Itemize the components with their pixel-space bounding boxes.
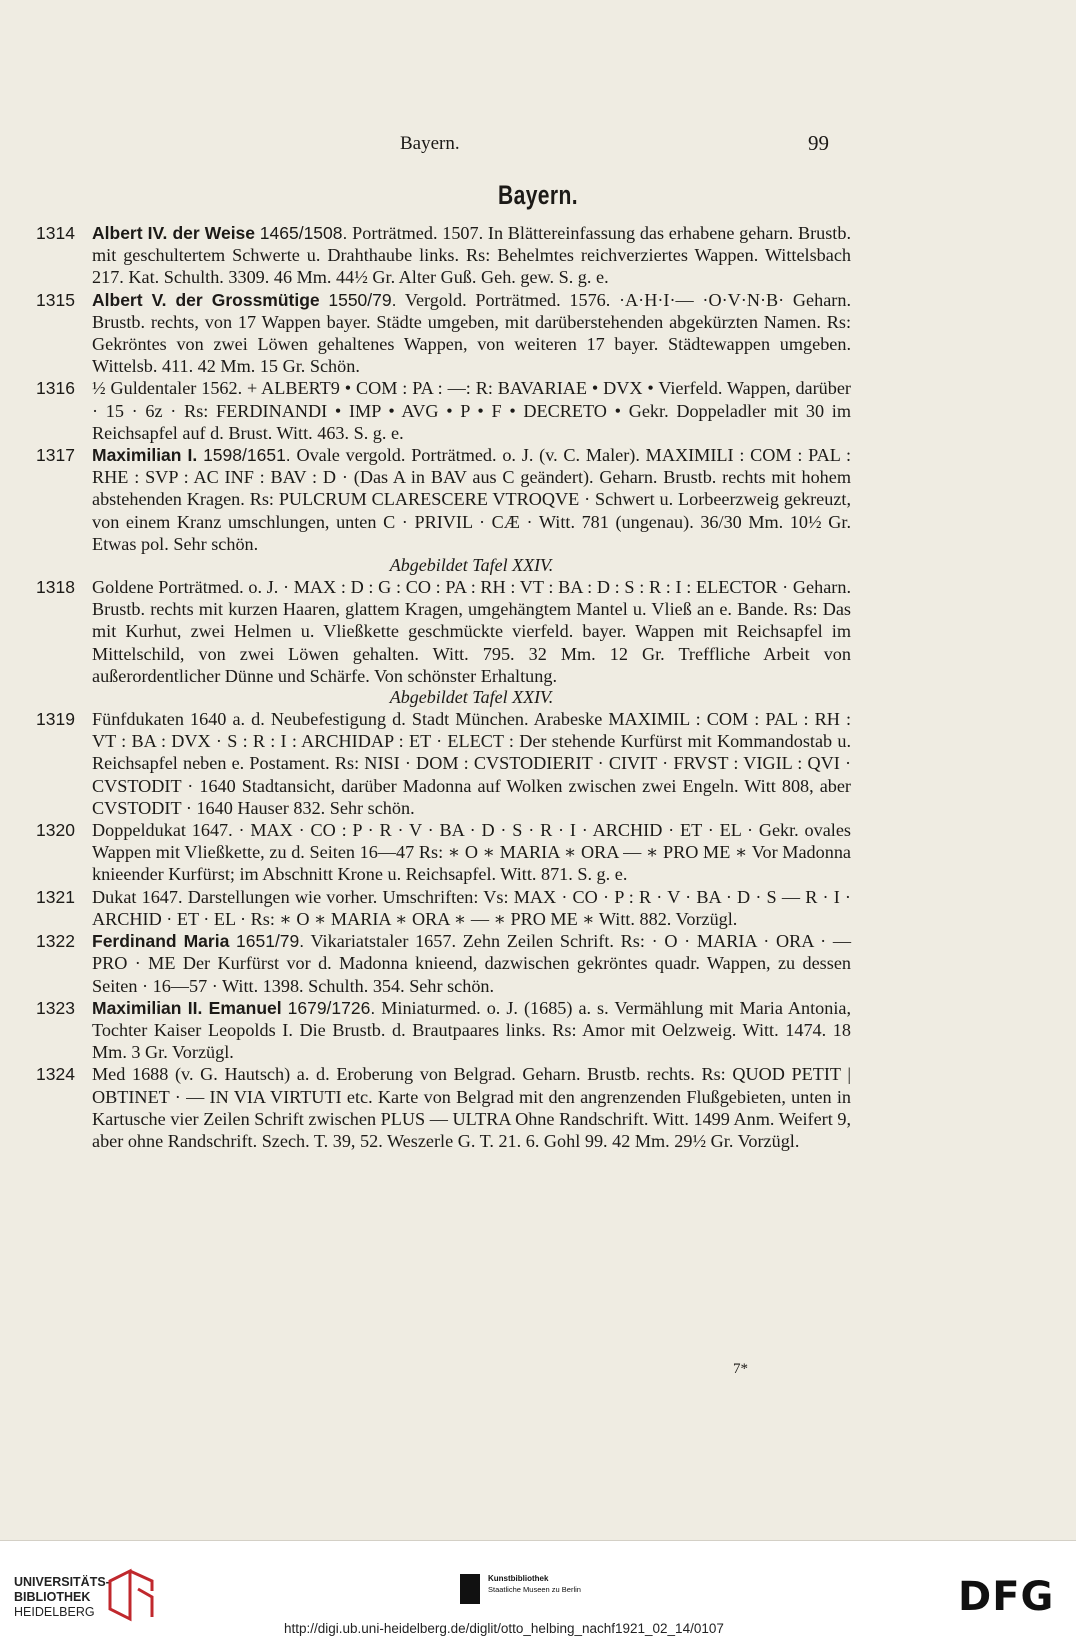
reign-dates: 1465/1508.: [259, 223, 348, 243]
footer-bar: [0, 1540, 1076, 1639]
kunstbibliothek-mark-icon: [460, 1574, 480, 1604]
ub-heidelberg-logo[interactable]: [14, 1575, 110, 1620]
running-title: Bayern.: [400, 133, 460, 154]
lot-number: 1315: [36, 289, 75, 310]
dfg-logo[interactable]: DFG: [958, 1574, 1055, 1620]
ub-logo-line: BIBLIOTHEK: [14, 1590, 91, 1604]
description: Dukat 1647. Darstellungen wie vorher. Umschriften: Vs: MAX · CO · P : R · V · BA · D · S — R · I · ARCHID · ET · EL · Rs: ∗ O ∗ MARIA ∗ ORA ∗ — ∗ PRO ME ∗ Witt. 882. Vorzügl.: [92, 886, 851, 929]
catalog-entry: [36, 997, 851, 1064]
catalog-entry: [36, 886, 851, 930]
description: Porträtmed. 1507. In Blättereinfassung das erhabene geharn. Brustb. mit geschultertem Schwerte u. Drahthaube links. Rs: Behelmtes reichverziertes Wappen. Wittelsbach 217. Kat. Schulth. 3309. 46 Mm. 44½ Gr. Alter Guß. Geh. gew. S. g. e.: [92, 223, 852, 288]
page-signature: 7*: [733, 1361, 748, 1377]
ruler-name: Albert V. der Grossmütige: [92, 289, 320, 310]
ruler-name: Maximilian II. Emanuel: [92, 997, 282, 1018]
lot-number: 1324: [36, 1064, 75, 1085]
catalog-entry: [36, 289, 851, 378]
entry-text: [92, 444, 851, 555]
ruler-name: Maximilian I.: [92, 445, 198, 466]
plate-reference: Abgebildet Tafel XXIV.: [389, 687, 554, 708]
ub-logo-line: UNIVERSITÄTS-: [14, 1575, 110, 1589]
lot-number: 1321: [36, 886, 75, 907]
catalog-entry: [36, 222, 851, 289]
lot-number: 1314: [36, 223, 75, 243]
entry-text: [92, 222, 851, 289]
description: Med 1688 (v. G. Hautsch) a. d. Eroberung von Belgrad. Geharn. Brustb. rechts. Rs: QUOD PETIT | OBTINET · — IN VIA VIRTUTI etc. Karte von Belgrad mit den angrenzenden Flußgebieten, unten in Kartusche vier Zeilen Schrift zwischen PLUS — ULTRA Ohne Randschrift. Witt. 1499 Anm. Weifert 9, aber ohne Randschrift. Szech. T. 39, 52. Weszerle G. T. 21. 6. Gohl 99. 42 Mm. 29½ Gr. Vorzügl.: [92, 1064, 851, 1151]
reign-dates: 1679/1726.: [287, 997, 376, 1018]
lot-number: 1318: [36, 577, 75, 598]
page-header: [0, 133, 1076, 159]
description: Vergold. Porträtmed. 1576. ·A·H·I·— ·O·V·N·B· Geharn. Brustb. rechts, von 17 Wappen bayer. Städte umgeben, mit darüberstehenden abgekürzten Namen. Rs: Gekröntes von zwei Löwen gehaltenes Wappen, von weiteren 17 bayer. Städtewappen umgeben. Wittelsb. 411. 42 Mm. 15 Gr. Schön.: [92, 289, 851, 377]
permalink-url[interactable]: http://digi.ub.uni-heidelberg.de/diglit/otto_helbing_nachf1921_02_14/0107: [284, 1621, 724, 1636]
catalog-entry: [36, 819, 851, 886]
catalog-entry: [36, 930, 851, 997]
reign-dates: 1598/1651.: [203, 445, 291, 466]
description: ½ Guldentaler 1562. + ALBERT9 • COM : PA : —: R: BAVARIAE • DVX • Vierfeld. Wappen, darüber · 15 · 6z · Rs: FERDINANDI • IMP • AVG • P • F • DECRETO • Gekr. Doppeladler mit 30 im Reichsapfel auf d. Brust. Witt. 463. S. g. e.: [92, 378, 851, 443]
lot-number: 1317: [36, 445, 75, 466]
lot-number: 1316: [36, 378, 75, 399]
catalog-entry: [36, 708, 851, 819]
page-number: 99: [808, 131, 829, 155]
entry-text: [92, 708, 851, 819]
kunstbibliothek-logo[interactable]: [460, 1571, 640, 1611]
ruler-name: Ferdinand Maria: [92, 931, 230, 952]
entry-text: [92, 576, 851, 687]
description: Fünfdukaten 1640 a. d. Neubefestigung d. Stadt München. Arabeske MAXIMIL : COM : PAL : RH : VT : BA : DVX · S : R : I : ARCHIDAP : ET · ELECT : Der stehende Kurfürst mit Kommandostab u. Reichsapfel neben e. Postament. Rs: NISI · DOM : CVSTODIERIT · CIVIT · FRVST : VIGIL : QVI · CVSTODIT · 1640 Stadtansicht, darüber Madonna auf Wolken zwischen zwei Engeln. Witt 808, aber CVSTODIT · 1640 Hauser 832. Sehr schön.: [92, 709, 851, 818]
reign-dates: 1651/79.: [236, 931, 305, 952]
catalog-entry: [36, 444, 851, 576]
entry-text: [92, 930, 851, 997]
ub-logo-line: HEIDELBERG: [14, 1605, 95, 1619]
description: Vikariatstaler 1657. Zehn Zeilen Schrift. Rs: · O · MARIA · ORA · — PRO · ME Der Kurfürst vor d. Madonna knieend, dazwischen gekröntes quadr. Wappen, zu dessen Seiten · 16—57 · Witt. 1398. Schulth. 354. Sehr schön.: [92, 931, 852, 996]
lot-number: 1322: [36, 931, 75, 952]
entry-text: [92, 377, 851, 444]
lot-number: 1320: [36, 820, 75, 841]
entry-text: [92, 289, 851, 378]
catalog-entries: [36, 222, 851, 1152]
section-title: Bayern.: [498, 180, 578, 210]
lot-number: 1319: [36, 709, 75, 730]
description: Miniaturmed. o. J. (1685) a. s. Vermählung mit Maria Antonia, Tochter Kaiser Leopolds I. Die Brustb. d. Brautpaares links. Rs: Amor mit Oelzweig. Witt. 1474. 18 Mm. 3 Gr. Vorzügl.: [92, 997, 852, 1063]
description: Doppeldukat 1647. · MAX · CO : P · R · V · BA · D · S · R · I · ARCHID · ET · EL · Gekr. ovales Wappen mit Vließkette, zu d. Seiten 16—47 Rs: ∗ O ∗ MARIA ∗ ORA — ∗ PRO ME ∗ Vor Madonna knieender Kurfürst; im Abschnitt Krone u. Reichsapfel. Witt. 871. S. g. e.: [92, 820, 851, 885]
catalog-entry: [36, 377, 851, 444]
description: Goldene Porträtmed. o. J. · MAX : D : G : CO : PA : RH : VT : BA : D : S : R : I : ELECTOR · Geharn. Brustb. rechts mit kurzen Haaren, glattem Kragen, umgehängtem Mantel u. Vließ an e. Bande. Rs: Das mit Kurhut, zwei Helmen u. Vließkette geschmückte vierfeld. bayer. Wappen mit Reichsapfel im Mittelschild, von zwei Löwen gehalten. Witt. 795. 32 Mm. 12 Gr. Treffliche Arbeit von außerordentlicher Dünne und Schärfe. Von schönster Erhaltung.: [92, 577, 851, 686]
description: Ovale vergold. Porträtmed. o. J. (v. C. Maler). MAXIMILI : COM : PAL : RHE : SVP : AC INF : BAV : D · (Das A in BAV aus C geändert). Geharn. Brustb. rechts mit hohem abstehenden Kragen. Rs: PULCRUM CLARESCERE VTROQVE · Schwert u. Lorbeerzweig gekreuzt, von einem Kranz umschlungen, unten C · PRIVIL · CÆ · Witt. 781 (ungenau). 36/30 Mm. 10½ Gr. Etwas pol. Sehr schön.: [92, 445, 852, 554]
entry-text: [92, 1063, 851, 1152]
catalog-entry: [36, 1063, 851, 1152]
reign-dates: 1550/79.: [328, 289, 397, 310]
ruler-name: Albert IV. der Weise: [92, 223, 256, 243]
lot-number: 1323: [36, 997, 75, 1018]
catalog-entry: [36, 576, 851, 708]
plate-reference: Abgebildet Tafel XXIV.: [389, 555, 554, 576]
entry-text: [92, 997, 851, 1064]
kb-subtitle: Staatliche Museen zu Berlin: [488, 1585, 581, 1594]
entry-text: [92, 819, 851, 886]
ub-logo-mark-icon: [104, 1567, 158, 1623]
kb-title: Kunstbibliothek: [488, 1574, 549, 1583]
entry-text: [92, 886, 851, 930]
